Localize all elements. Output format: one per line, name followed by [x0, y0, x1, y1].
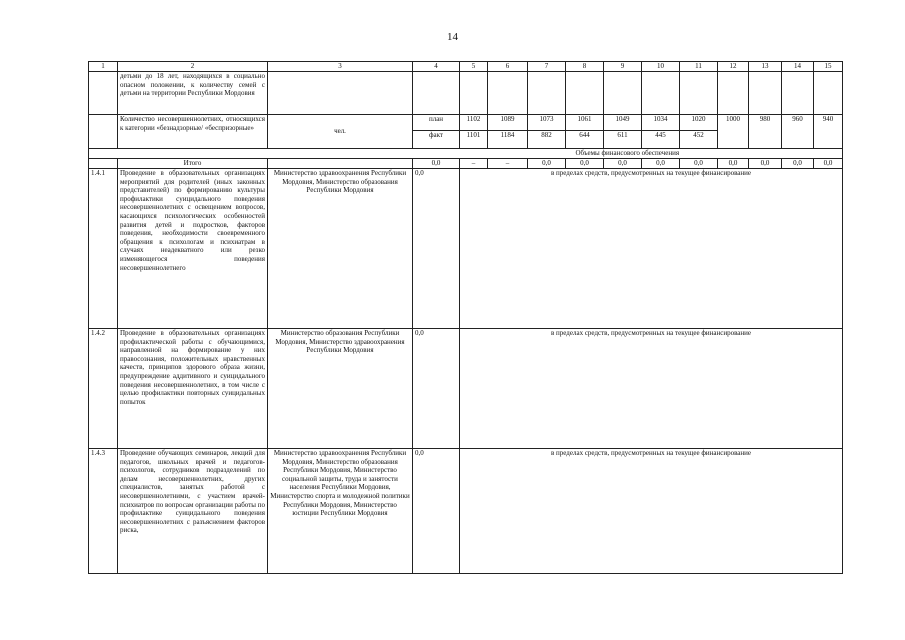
indicator-unit: чел.: [268, 115, 413, 149]
column-number-header: [89, 62, 843, 72]
plan-value: 940: [814, 115, 843, 149]
plan-value: 1020: [680, 115, 718, 131]
header-cell: 2: [118, 62, 268, 72]
fact-value: 882: [528, 131, 566, 149]
total-value: 0,0: [566, 159, 604, 169]
measure-number: 1.4.2: [89, 329, 118, 449]
total-value: –: [488, 159, 528, 169]
measure-amount: 0,0: [413, 329, 460, 449]
header-cell: 14: [782, 62, 814, 72]
fact-value: 1101: [460, 131, 488, 149]
fact-value: 611: [604, 131, 642, 149]
total-value: –: [460, 159, 488, 169]
measure-funding-note: в пределах средств, предусмотренных на текущее финансирование: [460, 169, 843, 329]
funding-header: Объемы финансового обеспечения: [413, 149, 843, 159]
measure-funding-note: в пределах средств, предусмотренных на текущее финансирование: [460, 449, 843, 574]
header-cell: 7: [528, 62, 566, 72]
plan-value: 960: [782, 115, 814, 149]
header-cell: 15: [814, 62, 843, 72]
plan-value: 980: [749, 115, 782, 149]
plan-value: 1049: [604, 115, 642, 131]
plan-value: 1089: [488, 115, 528, 131]
total-value: 0,0: [814, 159, 843, 169]
plan-value: 1000: [718, 115, 749, 149]
funding-header-row: [89, 149, 843, 159]
measure-description: Проведение обучающих семинаров, лекций для педагогов, школьных врачей и педагогов-психологов, сотрудников подразделений по делам несовершеннолетних, других специалистов, занятых работой с несовершеннолетними, с участием врачей-психиатров по вопросам организации работы по профилактике суицидального поведения несовершеннолетних с разъяснением факторов риска,: [118, 449, 268, 574]
measure-row: [89, 169, 843, 329]
total-value: 0,0: [718, 159, 749, 169]
measure-executors: Министерство здравоохранения Республики Мордовия, Министерство образования Республики Мордовия, Министерство социальной защиты, труда и занятости населения Республики Мордовия, Министерство спорта и молодежной политики Республики Мордовия, Министерство юстиции Республики Мордовия: [268, 449, 413, 574]
plan-value: 1102: [460, 115, 488, 131]
measure-row: [89, 329, 843, 449]
measure-funding-note: в пределах средств, предусмотренных на текущее финансирование: [460, 329, 843, 449]
header-cell: 12: [718, 62, 749, 72]
measure-description: Проведение в образовательных организациях профилактической работы с обучающимися, направленной на формирование у них правосознания, положительных нравственных качеств, принципов здорового образа жизни, предупреждение аддитивного и суицидального поведения несовершеннолетних, в том числе с целью профилактики повторных суицидальных попыток: [118, 329, 268, 449]
header-cell: 5: [460, 62, 488, 72]
total-row: [89, 159, 843, 169]
header-cell: 4: [413, 62, 460, 72]
measure-number: 1.4.3: [89, 449, 118, 574]
plan-value: 1073: [528, 115, 566, 131]
plan-label: план: [413, 115, 460, 131]
measure-row: [89, 449, 843, 574]
page-number: 14: [447, 31, 458, 43]
total-value: 0,0: [528, 159, 566, 169]
header-cell: 8: [566, 62, 604, 72]
measure-number: 1.4.1: [89, 169, 118, 329]
measure-description: Проведение в образовательных организациях мероприятий для родителей (иных законных представителей) по формированию культуры профилактики суицидального поведения несовершеннолетних с освещением вопросов, касающихся психологических особенностей развития детей и подростков, факторов поведения, необходимости своевременного обращения к психологам и психиатрам в случаях неадекватного или резко изменяющегося поведения несовершеннолетнего: [118, 169, 268, 329]
plan-value: 1061: [566, 115, 604, 131]
measure-executors: Министерство образования Республики Мордовия, Министерство здравоохранения Республики Мордовия: [268, 329, 413, 449]
measure-executors: Министерство здравоохранения Республики Мордовия, Министерство образования Республики Мордовия: [268, 169, 413, 329]
total-value: 0,0: [413, 159, 460, 169]
total-value: 0,0: [604, 159, 642, 169]
header-cell: 9: [604, 62, 642, 72]
fact-value: 452: [680, 131, 718, 149]
total-value: 0,0: [782, 159, 814, 169]
program-table: [88, 61, 843, 574]
header-cell: 13: [749, 62, 782, 72]
measure-amount: 0,0: [413, 449, 460, 574]
header-cell: 3: [268, 62, 413, 72]
fact-value: 445: [642, 131, 680, 149]
indicator-description: детьми до 18 лет, находящихся в социально опасном положении, к количеству семей с детьми на территории Республики Мордовия: [118, 72, 268, 115]
header-cell: 10: [642, 62, 680, 72]
total-value: 0,0: [680, 159, 718, 169]
indicator-description: Количество несовершеннолетних, относящихся к категории «безнадзорные/ «беспризорные»: [118, 115, 268, 149]
total-value: 0,0: [749, 159, 782, 169]
total-value: 0,0: [642, 159, 680, 169]
indicator-plan-row: [89, 115, 843, 131]
header-cell: 11: [680, 62, 718, 72]
fact-value: 1184: [488, 131, 528, 149]
fact-value: 644: [566, 131, 604, 149]
indicator-continuation-row: [89, 72, 843, 115]
header-cell: 6: [488, 62, 528, 72]
plan-value: 1034: [642, 115, 680, 131]
header-cell: 1: [89, 62, 118, 72]
fact-label: факт: [413, 131, 460, 149]
measure-amount: 0,0: [413, 169, 460, 329]
total-label: Итого: [118, 159, 268, 169]
